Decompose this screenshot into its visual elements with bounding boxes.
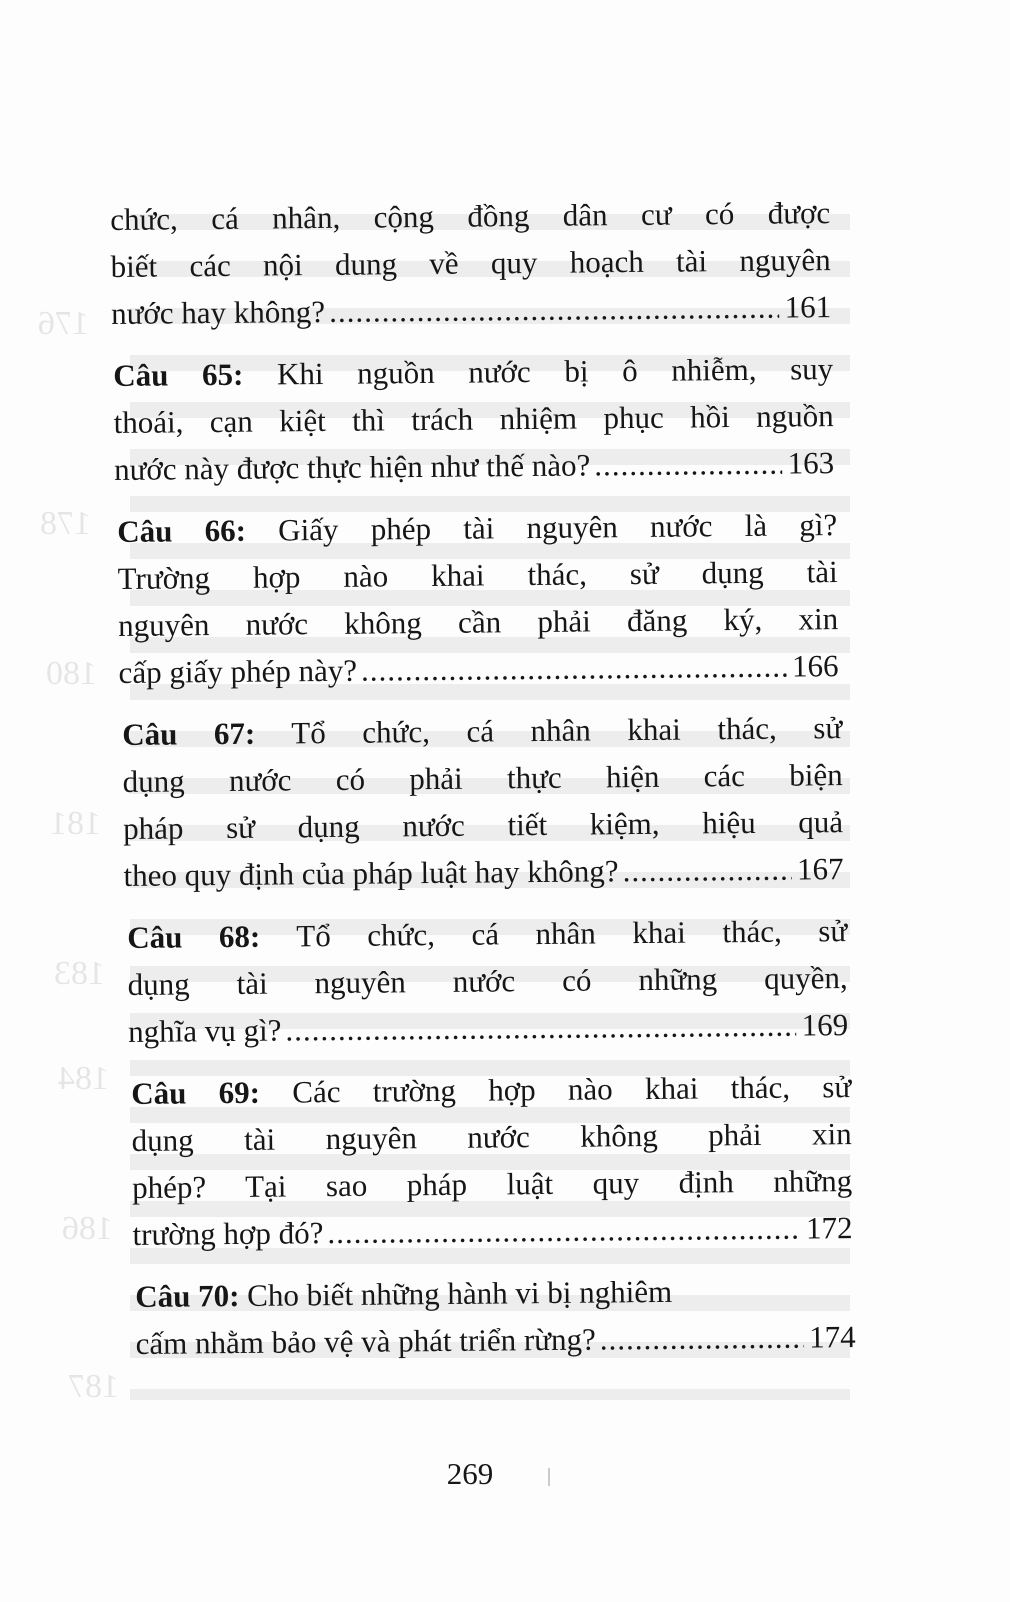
toc-last-line (123, 845, 843, 899)
bleed-through: 176 (38, 305, 89, 342)
page-ref: 163 (787, 445, 835, 481)
toc-last-line (114, 439, 834, 493)
toc-entry[interactable] (131, 1063, 853, 1258)
page-ref: 166 (791, 648, 839, 684)
bleed-through: 184 (58, 1060, 109, 1097)
question-text: trường hợp đó? (132, 1215, 324, 1252)
page-number: 269 (446, 1456, 494, 1491)
leader-dots (285, 1002, 796, 1054)
question-text: Cho biết những hành vi bị nghiêm (247, 1273, 673, 1313)
bleed-through: 181 (50, 805, 101, 842)
question-label: Câu 70: (135, 1277, 240, 1314)
toc-last-line (132, 1204, 852, 1258)
toc-line (113, 345, 833, 399)
question-text: Tổ chức, cá nhân khai thác, sử (296, 913, 848, 954)
question-text: Tổ chức, cá nhân khai thác, sử (291, 710, 843, 751)
toc-line (117, 501, 837, 555)
page-ref: 174 (808, 1319, 856, 1355)
page-ref: 161 (784, 289, 832, 325)
page-ref: 169 (801, 1007, 849, 1043)
bleed-through: 183 (54, 955, 105, 992)
leader-dots (594, 440, 782, 489)
page-ref: 167 (796, 851, 844, 887)
toc-line (127, 907, 847, 961)
page-ref: 172 (805, 1210, 853, 1246)
toc-entry[interactable] (113, 345, 834, 493)
toc-line (122, 704, 842, 758)
toc-line (135, 1266, 855, 1320)
toc-line: Trường hợp nào khai thác, sử dụng tài (117, 554, 838, 596)
toc-last-line (135, 1313, 855, 1367)
question-label: Câu 68: (127, 918, 261, 955)
toc-line: dụng tài nguyên nước có những quyền, (127, 960, 848, 1002)
question-text: Giấy phép tài nguyên nước là gì? (278, 507, 838, 548)
toc-line: thoái, cạn kiệt thì trách nhiệm phục hồi nguồn (113, 398, 834, 440)
toc-line (110, 189, 830, 243)
question-text: chức, cá nhân, cộng đồng dân cư có được (110, 195, 831, 237)
question-label: Câu 66: (117, 512, 247, 549)
leader-dots (361, 643, 787, 694)
table-of-contents (0, 196, 1010, 1382)
scan-mark (548, 1468, 550, 1486)
toc-entry[interactable] (135, 1266, 856, 1367)
leader-dots (600, 1314, 804, 1363)
question-text: Các trường hợp nào khai thác, sử (292, 1069, 852, 1110)
toc-last-line (118, 642, 838, 696)
toc-entry[interactable] (117, 501, 839, 696)
toc-entry[interactable] (122, 704, 844, 899)
toc-line: nguyên nước không cần phải đăng ký, xin (117, 601, 839, 643)
question-text: cấp giấy phép này? (118, 652, 358, 690)
toc-line: dụng nước có phải thực hiện các biện (122, 757, 843, 799)
bleed-through: 178 (40, 505, 91, 542)
toc-line: biết các nội dung về quy hoạch tài nguyên (110, 242, 831, 284)
toc-entry[interactable] (110, 189, 831, 337)
toc-entry[interactable] (127, 907, 848, 1055)
bleed-through: 187 (68, 1368, 119, 1405)
question-text: nước hay không? (110, 293, 326, 331)
question-text: nước này được thực hiện như thế nào? (113, 447, 591, 487)
bleed-through: 186 (62, 1210, 113, 1247)
toc-line (131, 1063, 851, 1117)
question-label: Câu 69: (131, 1074, 261, 1111)
question-label: Câu 67: (122, 715, 256, 752)
bleed-through: 180 (46, 655, 97, 692)
toc-line: dụng tài nguyên nước không phải xin (131, 1116, 852, 1158)
question-label: Câu 65: (113, 356, 244, 393)
toc-line: phép? Tại sao pháp luật quy định những (131, 1163, 853, 1205)
toc-line: pháp sử dụng nước tiết kiệm, hiệu quả (122, 804, 844, 846)
toc-last-line (128, 1001, 848, 1055)
question-text: Khi nguồn nước bị ô nhiễm, suy (276, 351, 834, 392)
leader-dots (329, 284, 779, 335)
toc-last-line (111, 283, 831, 337)
leader-dots (327, 1205, 800, 1257)
question-text: theo quy định của pháp luật hay không? (123, 853, 619, 893)
leader-dots (622, 846, 791, 895)
question-text: nghĩa vụ gì? (127, 1012, 282, 1049)
question-text: cấm nhằm bảo vệ và phát triển rừng? (135, 1321, 596, 1361)
